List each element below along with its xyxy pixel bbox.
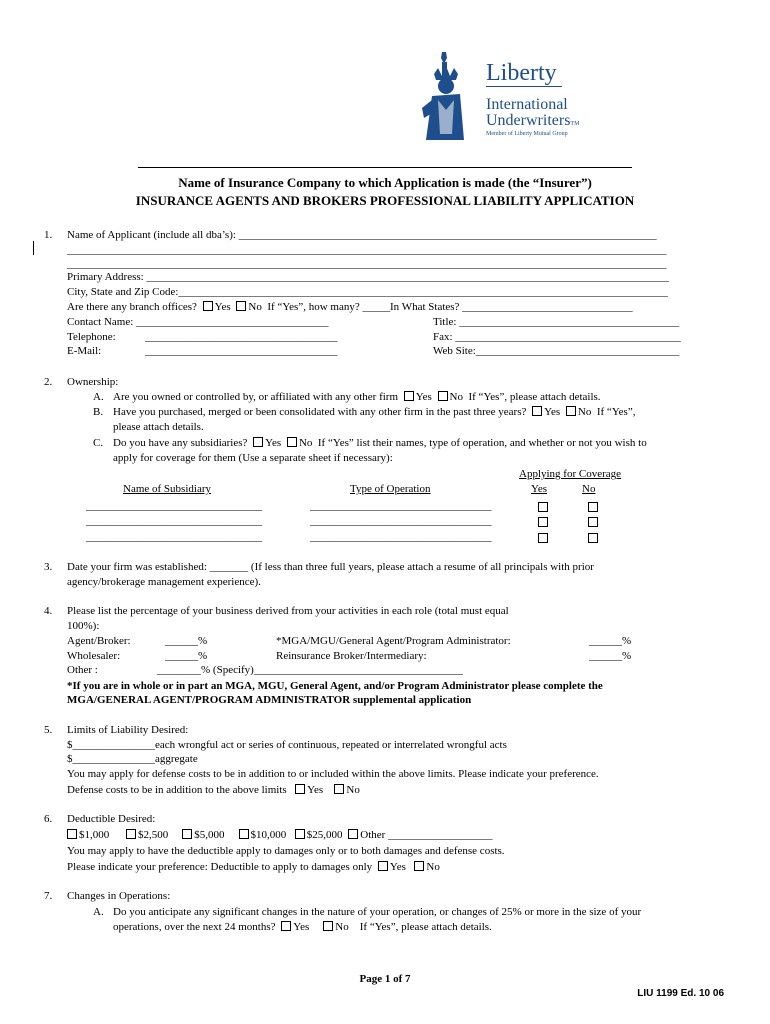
ownership-c-yes-checkbox[interactable] [253, 437, 263, 447]
branch-how-many-field[interactable]: If “Yes”, how many? _____In What States? _______________________________ [267, 301, 633, 313]
company-logo [416, 50, 596, 142]
mga-note-line1: *If you are in whole or in part an MGA, MGU, General Agent, and/or Program Administrator please complete the [67, 680, 603, 692]
section-1-number: 1. [44, 229, 53, 241]
changes-yes-label: Yes [293, 921, 310, 933]
ownership-b-question: Have you purchased, merged or been consolidated with any other firm in the past three years? [113, 406, 527, 418]
col-type-header: Type of Operation [350, 483, 431, 495]
branch-no-checkbox[interactable] [236, 301, 246, 311]
ownership-a-no-checkbox[interactable] [438, 391, 448, 401]
reinsurance-pct-field[interactable]: ______% [589, 650, 632, 662]
ownership-c-no-label: No [298, 437, 313, 449]
deductible-5000-checkbox[interactable] [182, 829, 192, 839]
form-code: LIU 1199 Ed. 10 06 [637, 988, 724, 999]
applicant-blank-2[interactable]: _____________________________________________________________________________________________________________ [67, 258, 667, 270]
subsidiary-2-no-checkbox[interactable] [588, 517, 598, 527]
col-subsidiary-header: Name of Subsidiary [123, 483, 211, 495]
primary-address-field[interactable]: Primary Address: _______________________________________________________________________________________________ [67, 271, 669, 283]
branch-offices-question: Are there any branch offices? [67, 301, 197, 313]
changes-a-question: Do you anticipate any significant changes in the nature of your operation, or changes of 25% or more in the size of your [113, 906, 642, 918]
subsidiary-3-yes-checkbox[interactable] [538, 533, 548, 543]
ownership-b-no-checkbox[interactable] [566, 406, 576, 416]
ownership-c-no-checkbox[interactable] [287, 437, 297, 447]
ownership-b-letter: B. [93, 406, 104, 418]
ownership-b-yes-label: Yes [544, 406, 561, 418]
logo-line3: Underwriters [486, 112, 571, 129]
branch-yes-checkbox[interactable] [203, 301, 213, 311]
section-7-number: 7. [44, 890, 53, 902]
date-established-field[interactable]: Date your firm was established: _______ (If less than three full years, please attach a resume of all principals with prior [67, 561, 594, 573]
mga-pct-field[interactable]: ______% [589, 635, 632, 647]
logo-brand: Liberty [486, 60, 557, 86]
subsidiary-name-field-3[interactable]: ________________________________ [86, 531, 262, 543]
logo-line2: International [486, 96, 568, 113]
deductible-25000-label: $25,000 [306, 829, 343, 841]
ownership-a-tail: If “Yes”, please attach details. [468, 391, 601, 403]
website-field[interactable]: Web Site:_____________________________________ [433, 345, 680, 357]
subsidiary-name-field-1[interactable]: ________________________________ [86, 500, 262, 512]
defense-no-checkbox[interactable] [334, 784, 344, 794]
changes-no-checkbox[interactable] [323, 921, 333, 931]
deductible-2500-label: $2,500 [138, 829, 169, 841]
email-field[interactable]: ___________________________________ [145, 345, 338, 357]
defense-yes-checkbox[interactable] [295, 784, 305, 794]
changes-heading: Changes in Operations: [67, 890, 171, 902]
section-3-number: 3. [44, 561, 53, 573]
applicant-blank-1[interactable]: _____________________________________________________________________________________________________________ [67, 244, 667, 256]
telephone-field[interactable]: ___________________________________ [145, 331, 338, 343]
ownership-c-tail: If “Yes” list their names, type of operation, and whether or not you wish to [317, 437, 647, 449]
insurer-line: Name of Insurance Company to which Application is made (the “Insurer”) [178, 175, 592, 190]
contact-name-field[interactable]: Contact Name: ___________________________________ [67, 316, 329, 328]
deductible-yes-checkbox[interactable] [378, 861, 388, 871]
ownership-b-cont: please attach details. [113, 421, 204, 433]
agent-broker-label: Agent/Broker: [67, 635, 131, 647]
deductible-25000-checkbox[interactable] [295, 829, 305, 839]
deductible-heading: Deductible Desired: [67, 813, 156, 825]
text-cursor [33, 241, 34, 255]
ownership-heading: Ownership: [67, 376, 119, 388]
page-title: INSURANCE AGENTS AND BROKERS PROFESSIONAL LIABILITY APPLICATION [135, 193, 635, 208]
applicant-name-field[interactable]: Name of Applicant (include all dba’s): ____________________________________________________________________________ [67, 229, 657, 241]
limit-each-field[interactable]: $_______________each wrongful act or series of continuous, repeated or interrelated wrongful acts [67, 739, 507, 751]
ownership-a-question: Are you owned or controlled by, or affiliated with any other firm [113, 391, 399, 403]
changes-a-letter: A. [93, 906, 104, 918]
ownership-a-yes-checkbox[interactable] [404, 391, 414, 401]
fax-field[interactable]: Fax: _________________________________________ [433, 331, 681, 343]
applying-for-coverage-heading: Applying for Coverage [519, 468, 622, 480]
section-4-number: 4. [44, 605, 53, 617]
changes-yes-checkbox[interactable] [281, 921, 291, 931]
logo-rule [486, 86, 562, 87]
mga-label: *MGA/MGU/General Agent/Program Administrator: [276, 635, 511, 647]
deductible-10000-checkbox[interactable] [239, 829, 249, 839]
agent-broker-pct-field[interactable]: ______% [165, 635, 208, 647]
deductible-1000-label: $1,000 [79, 829, 110, 841]
col-yes-header: Yes [531, 483, 548, 495]
ownership-b-no-label: No [577, 406, 592, 418]
limit-aggregate-field[interactable]: $_______________aggregate [67, 753, 198, 765]
defense-costs-question: Defense costs to be in addition to the above limits [67, 784, 287, 796]
subsidiary-type-field-2[interactable]: _________________________________ [310, 515, 492, 527]
insurer-name-line [138, 167, 632, 168]
changes-no-label: No [335, 921, 349, 933]
deductible-10000-label: $10,000 [250, 829, 287, 841]
deductible-other-field[interactable]: Other ___________________ [360, 829, 493, 841]
ownership-b-tail: If “Yes”, [596, 406, 636, 418]
statue-of-liberty-icon [416, 50, 482, 142]
ownership-c-cont: apply for coverage for them (Use a separate sheet if necessary): [113, 452, 393, 464]
title-field[interactable]: Title: ________________________________________ [433, 316, 680, 328]
ownership-c-letter: C. [93, 437, 104, 449]
page-number: Page 1 of 7 [359, 973, 411, 985]
section-5-number: 5. [44, 724, 53, 736]
reinsurance-label: Reinsurance Broker/Intermediary: [276, 650, 427, 662]
defense-yes-label: Yes [307, 784, 324, 796]
percentage-question-cont: 100%): [67, 620, 100, 632]
section-2-number: 2. [44, 376, 53, 388]
deductible-preference-question: Please indicate your preference: Deductible to apply to damages only [67, 861, 373, 873]
other-label: Other : [67, 664, 98, 676]
deductible-2500-checkbox[interactable] [126, 829, 136, 839]
subsidiary-name-field-2[interactable]: ________________________________ [86, 515, 262, 527]
percentage-question: Please list the percentage of your business derived from your activities in each role (total must equal [67, 605, 509, 617]
deductible-yes-label: Yes [389, 861, 406, 873]
subsidiary-1-yes-checkbox[interactable] [538, 502, 548, 512]
email-label: E-Mail: [67, 345, 102, 357]
subsidiary-1-no-checkbox[interactable] [588, 502, 598, 512]
deductible-no-label: No [426, 861, 440, 873]
defense-no-label: No [346, 784, 360, 796]
branch-no-label: No [248, 301, 262, 313]
mga-note-line2: MGA/GENERAL AGENT/PROGRAM ADMINISTRATOR supplemental application [67, 694, 472, 706]
ownership-a-letter: A. [93, 391, 104, 403]
ownership-c-yes-label: Yes [265, 437, 282, 449]
defense-costs-note: You may apply for defense costs to be in addition to or included within the above limits. Please indicate your preference. [67, 768, 599, 780]
date-established-cont: agency/brokerage management experience). [67, 576, 261, 588]
subsidiary-3-no-checkbox[interactable] [588, 533, 598, 543]
ownership-c-question: Do you have any subsidiaries? [113, 437, 248, 449]
branch-yes-label: Yes [214, 301, 231, 313]
ownership-b-yes-checkbox[interactable] [532, 406, 542, 416]
deductible-1000-checkbox[interactable] [67, 829, 77, 839]
col-no-header: No [582, 483, 596, 495]
other-pct-field[interactable]: ________% (Specify)______________________________________ [157, 664, 463, 676]
subsidiary-type-field-1[interactable]: _________________________________ [310, 500, 492, 512]
deductible-other-checkbox[interactable] [348, 829, 358, 839]
deductible-note: You may apply to have the deductible apply to damages only or to both damages and defense costs. [67, 845, 505, 857]
wholesaler-pct-field[interactable]: ______% [165, 650, 208, 662]
logo-tm: TM [570, 121, 580, 127]
section-6-number: 6. [44, 813, 53, 825]
changes-a-cont: operations, over the next 24 months? [113, 921, 276, 933]
deductible-no-checkbox[interactable] [414, 861, 424, 871]
wholesaler-label: Wholesaler: [67, 650, 121, 662]
deductible-5000-label: $5,000 [194, 829, 225, 841]
ownership-a-yes-label: Yes [415, 391, 432, 403]
ownership-a-no-label: No [449, 391, 463, 403]
city-state-zip-field[interactable]: City, State and Zip Code:_________________________________________________________________________________________ [67, 286, 668, 298]
subsidiary-type-field-3[interactable]: _________________________________ [310, 531, 492, 543]
changes-a-tail: If “Yes”, please attach details. [359, 921, 492, 933]
limits-heading: Limits of Liability Desired: [67, 724, 189, 736]
logo-member: Member of Liberty Mutual Group [486, 131, 568, 137]
telephone-label: Telephone: [67, 331, 116, 343]
subsidiary-2-yes-checkbox[interactable] [538, 517, 548, 527]
